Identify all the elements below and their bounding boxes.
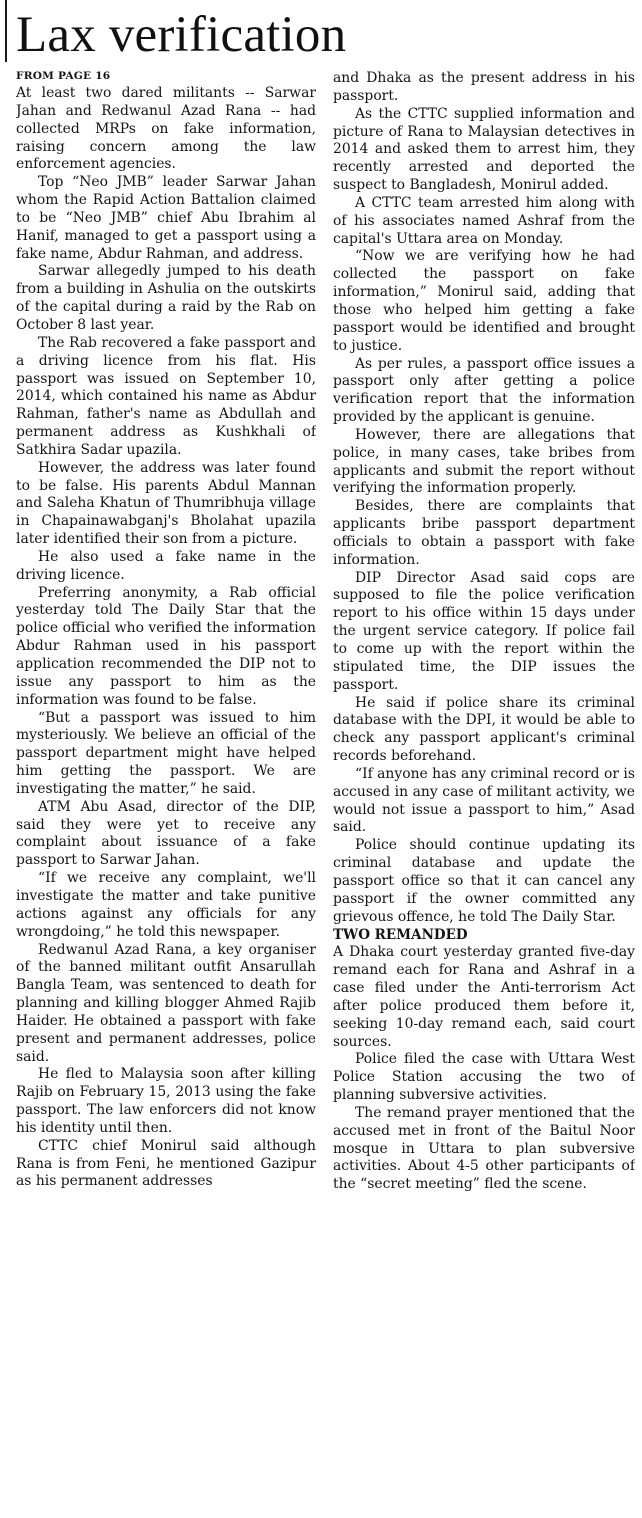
kicker: FROM PAGE 16 <box>16 70 111 82</box>
paragraph: CTTC chief Monirul said although Rana is from Feni, he mentioned Gazipur as his permanent addresses <box>16 1137 316 1190</box>
subheading: TWO REMANDED <box>333 926 468 943</box>
paragraph: As per rules, a passport office issues a passport only after getting a police verification report that the information provided by the applicant is genuine. <box>333 355 635 426</box>
paragraph: He fled to Malaysia soon after killing Rajib on February 15, 2013 using the fake passport. The law enforcers did not know his identity until then. <box>16 1066 316 1136</box>
paragraph: “But a passport was issued to him mysteriously. We believe an official of the passport department might have helped him getting the passport. We are investigating the matter,” he said. <box>16 709 316 797</box>
paragraph: “If we receive any complaint, we'll investigate the matter and take punitive actions against any officials for any wrongdoing,” he told this newspaper. <box>16 870 316 940</box>
paragraph: DIP Director Asad said cops are supposed to file the police verification report to his office within 15 days under the urgent service category. If police fail to come up with the report within the stipulated time, the DIP issues the passport. <box>333 569 635 693</box>
paragraph: “If anyone has any criminal record or is accused in any case of militant activity, we would not issue a passport to him,” Asad said. <box>333 765 635 836</box>
paragraph: Police filed the case with Uttara West Police Station accusing the two of planning subversive activities. <box>333 1051 635 1104</box>
paragraph: Besides, there are complaints that applicants bribe passport department officials to obtain a passport with fake information. <box>333 498 635 568</box>
article-column-right <box>333 70 635 1516</box>
paragraph: A CTTC team arrested him along with of his associates named Ashraf from the capital's Uttara area on Monday. <box>333 194 635 247</box>
paragraph: Top “Neo JMB” leader Sarwar Jahan whom the Rapid Action Battalion claimed to be “Neo JMB” chief Abu Ibrahim al Hanif, managed to get a passport using a fake name, Abdur Rahman, and address. <box>16 174 316 262</box>
paragraph: Redwanul Azad Rana, a key organiser of the banned militant outfit Ansarullah Bangla Team, was sentenced to death for planning and killing blogger Ahmed Rajib Haider. He obtained a passport with fake present and permanent addresses, police said. <box>16 941 316 1065</box>
paragraph: ATM Abu Asad, director of the DIP, said they were yet to receive any complaint about issuance of a fake passport to Sarwar Jahan. <box>16 798 316 869</box>
paragraph: The Rab recovered a fake passport and a driving licence from his flat. His passport was issued on September 10, 2014, which contained his name as Abdur Rahman, father's name as Abdullah and permanent address as Kushkhali of Satkhira Sadar upazila. <box>16 334 316 458</box>
headline: Lax verification <box>16 7 347 63</box>
headline-rule <box>5 0 7 62</box>
paragraph: He said if police share its criminal database with the DPI, it would be able to check any passport applicant's criminal records beforehand. <box>333 694 635 765</box>
paragraph: “Now we are verifying how he had collected the passport on fake information,” Monirul said, adding that those who helped him getting a fake passport would be identified and brought to justice. <box>333 248 635 354</box>
paragraph: As the CTTC supplied information and picture of Rana to Malaysian detectives in 2014 and asked them to arrest him, they recently arrested and deported the suspect to Bangladesh, Monirul added. <box>333 105 635 194</box>
paragraph: Preferring anonymity, a Rab official yesterday told The Daily Star that the police official who verified the information Abdur Rahman used in his passport application recommended the DIP not to issue any passport to him as the information was found to be false. <box>16 584 316 708</box>
paragraph: At least two dared militants -- Sarwar Jahan and Redwanul Azad Rana -- had collected MRPs on fake information, raising concern among the law enforcement agencies. <box>16 85 316 173</box>
paragraph: Police should continue updating its criminal database and update the passport office so that it can cancel any passport if the owner committed any grievous offence, he told The Daily Star. <box>333 837 635 925</box>
paragraph: He also used a fake name in the driving licence. <box>16 548 316 583</box>
paragraph: A Dhaka court yesterday granted five-day remand each for Rana and Ashraf in a case filed under the Anti-terrorism Act after police produced them before it, seeking 10-day remand each, said court sources. <box>333 944 635 1050</box>
article-column-left <box>16 68 316 1514</box>
paragraph: However, the address was later found to be false. His parents Abdul Mannan and Saleha Khatun of Thumribhuja village in Chapainawabganj's Bholahat upazila later identified their son from a picture. <box>16 459 316 548</box>
paragraph: and Dhaka as the present address in his passport. <box>333 70 635 104</box>
paragraph: The remand prayer mentioned that the accused met in front of the Baitul Noor mosque in Uttara to plan subversive activities. About 4-5 other participants of the “secret meeting” fled the scene. <box>333 1104 635 1193</box>
paragraph: Sarwar allegedly jumped to his death from a building in Ashulia on the outskirts of the capital during a raid by the Rab on October 8 last year. <box>16 263 316 333</box>
paragraph: However, there are allegations that police, in many cases, take bribes from applicants and submit the report without verifying the information properly. <box>333 426 635 497</box>
